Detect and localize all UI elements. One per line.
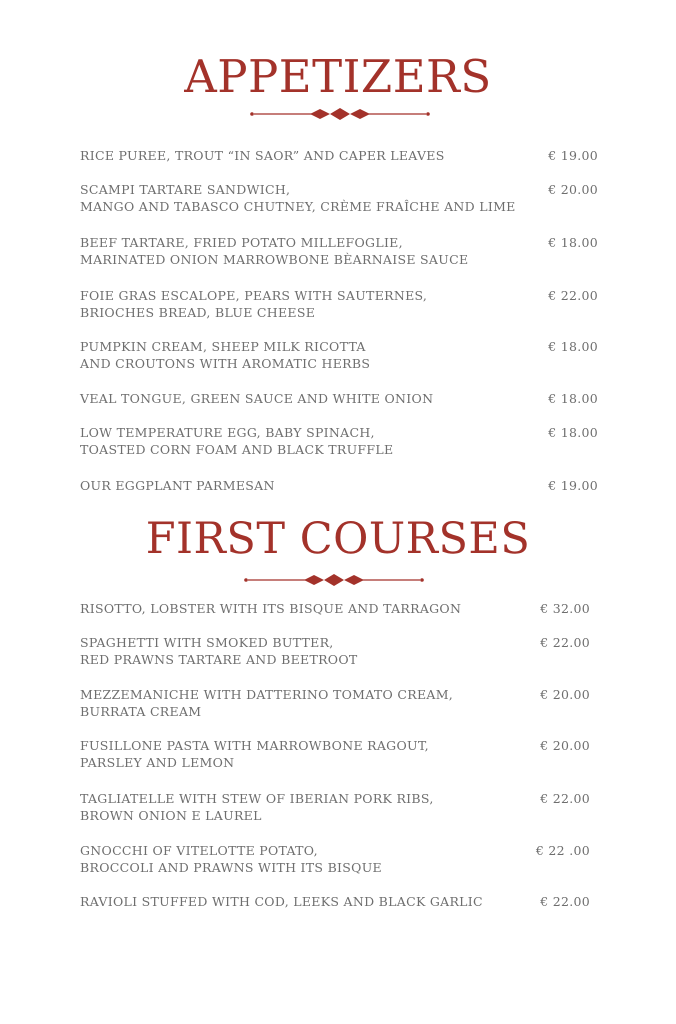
menu-item-name-line: VEAL TONGUE, GREEN SAUCE AND WHITE ONION [80,391,434,406]
menu-item-price: € 19.00 [548,478,598,493]
menu-item-name [80,287,427,321]
menu-item-name-line: BROWN ONION E LAUREL [80,808,262,823]
menu-item-price: € 18.00 [548,391,598,406]
menu-item-name-line: FUSILLONE PASTA WITH MARROWBONE RAGOUT, [80,738,429,753]
menu-item-name-line: RED PRAWNS TARTARE AND BEETROOT [80,652,358,667]
menu-item-price: € 32.00 [540,601,590,616]
menu-item-name [80,147,445,164]
menu-item-name [80,842,382,876]
menu-item-price: € 19.00 [548,148,598,163]
menu-item-name [80,181,516,215]
menu-item-name-line: OUR EGGPLANT PARMESAN [80,478,275,493]
menu-item-name [80,424,393,458]
menu-item-name-line: PARSLEY AND LEMON [80,755,235,770]
menu-item-price: € 22.00 [540,791,590,806]
menu-item-name-line: MARINATED ONION MARROWBONE BÈARNAISE SAUCE [80,252,469,267]
menu-item-price: € 18.00 [548,235,598,250]
menu-item-name-line: BRIOCHES BREAD, BLUE CHEESE [80,305,316,320]
menu-item-name [80,790,434,824]
menu-item-name-line: LOW TEMPERATURE EGG, BABY SPINACH, [80,425,375,440]
menu-item-name-line: SPAGHETTI WITH SMOKED BUTTER, [80,635,334,650]
menu-item-name-line: BEEF TARTARE, FRIED POTATO MILLEFOGLIE, [80,235,403,250]
menu-item-price: € 18.00 [548,339,598,354]
menu-item-name [80,338,370,372]
section-title-first-courses: FIRST COURSES [145,514,531,564]
menu-item-name [80,686,453,720]
menu-item-name-line: RICE PUREE, TROUT “IN SAOR” AND CAPER LEAVES [80,148,445,163]
ornament-divider-icon [248,107,432,121]
menu-item-name-line: GNOCCHI OF VITELOTTE POTATO, [80,843,318,858]
menu-item-name-line: TOASTED CORN FOAM AND BLACK TRUFFLE [80,442,394,457]
section-title-appetizers: APPETIZERS [184,50,492,103]
menu-item-name [80,634,358,668]
menu-item-name-line: RISOTTO, LOBSTER WITH ITS BISQUE AND TARRAGON [80,601,462,616]
menu-item-price: € 22.00 [540,894,590,909]
menu-item-price: € 20.00 [548,182,598,197]
menu-item-name-line: BROCCOLI AND PRAWNS WITH ITS BISQUE [80,860,382,875]
menu-item-price: € 20.00 [540,738,590,753]
menu-item-name-line: PUMPKIN CREAM, SHEEP MILK RICOTTA [80,339,366,354]
ornament-divider-icon [242,573,426,587]
menu-item-name [80,477,275,494]
menu-item-name [80,893,483,910]
menu-item-name-line: SCAMPI TARTARE SANDWICH, [80,182,291,197]
menu-item-price: € 20.00 [540,687,590,702]
menu-item-name-line: TAGLIATELLE WITH STEW OF IBERIAN PORK RIBS, [80,791,434,806]
menu-item-name-line: RAVIOLI STUFFED WITH COD, LEEKS AND BLACK GARLIC [80,894,483,909]
menu-item-price: € 22.00 [548,288,598,303]
menu-item-name-line: FOIE GRAS ESCALOPE, PEARS WITH SAUTERNES, [80,288,428,303]
menu-item-name [80,390,433,407]
menu-item-name-line: MANGO AND TABASCO CHUTNEY, CRÈME FRAÎCHE AND LIME [80,199,516,214]
menu-item-price: € 22.00 [540,635,590,650]
menu-item-name-line: MEZZEMANICHE WITH DATTERINO TOMATO CREAM, [80,687,454,702]
menu-item-name-line: AND CROUTONS WITH AROMATIC HERBS [80,356,371,371]
menu-item-name-line: BURRATA CREAM [80,704,202,719]
menu-item-name [80,600,461,617]
menu-item-name [80,234,468,268]
menu-item-price: € 22 .00 [535,843,590,858]
menu-item-price: € 18.00 [548,425,598,440]
menu-item-name [80,737,429,771]
